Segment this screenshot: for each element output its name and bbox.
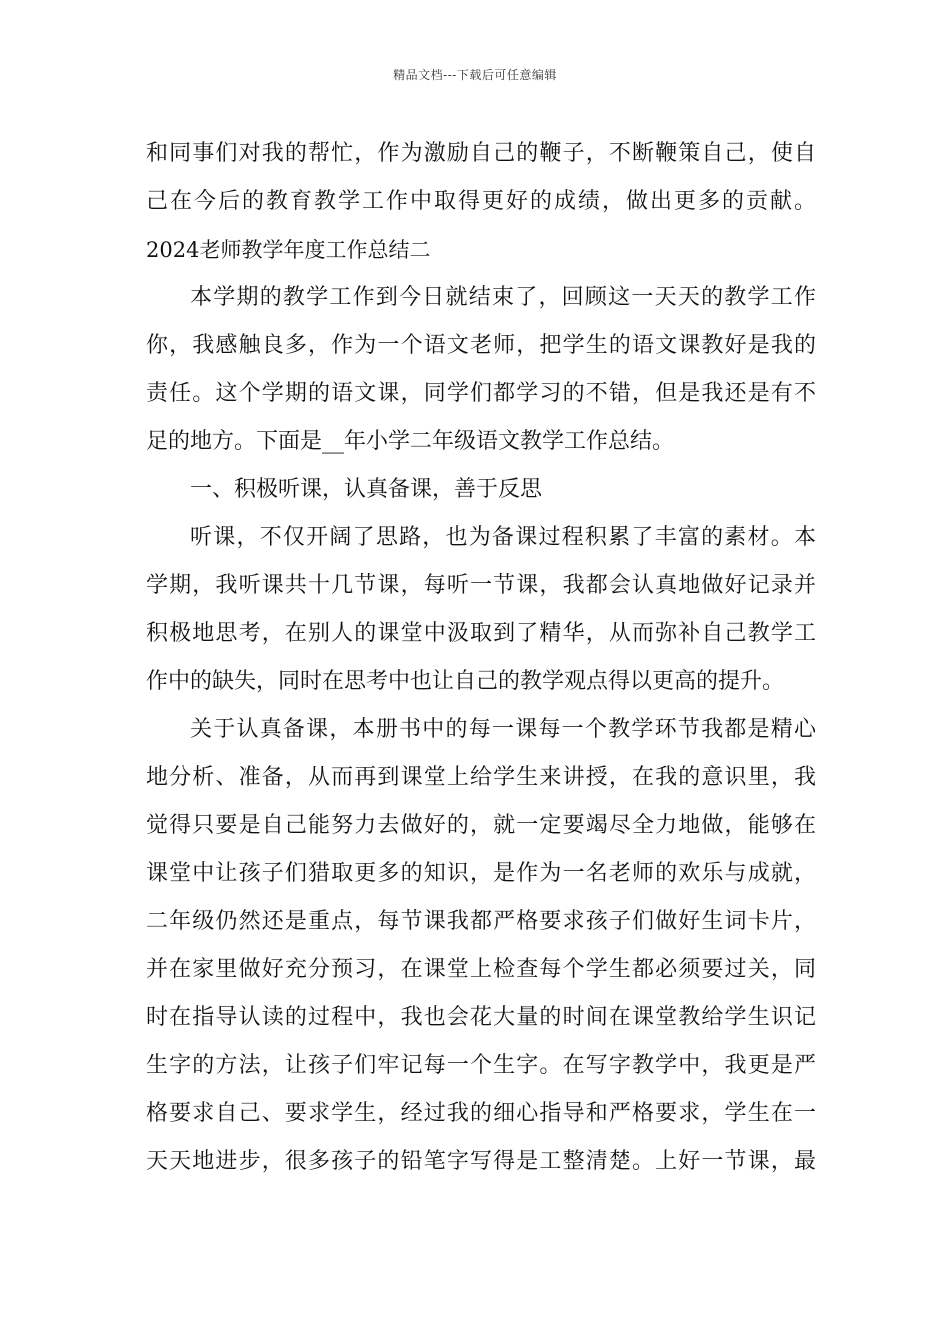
text-line: 责任。这个学期的语文课，同学们都学习的不错，但是我还是有不: [146, 381, 816, 406]
text-line: 本学期的教学工作到今日就结束了，回顾这一天天的教学工作: [190, 285, 816, 310]
text-line: 关于认真备课，本册书中的每一课每一个教学环节我都是精心: [190, 717, 816, 742]
document-body: [146, 130, 816, 1186]
section-title: 2024老师教学年度工作总结二: [146, 238, 431, 262]
text-line: 作中的缺失，同时在思考中也让自己的教学观点得以更高的提升。: [146, 669, 785, 694]
text-line: 课堂中让孩子们猎取更多的知识，是作为一名老师的欢乐与成就，: [146, 861, 816, 886]
text-line: 积极地思考，在别人的课堂中汲取到了精华，从而弥补自己教学工: [146, 621, 816, 646]
text-line: 地分析、准备，从而再到课堂上给学生来讲授，在我的意识里，我: [146, 765, 816, 790]
text-line: 生字的方法，让孩子们牢记每一个生字。在写字教学中，我更是严: [146, 1053, 816, 1078]
text-line: 觉得只要是自己能努力去做好的，就一定要竭尽全力地做，能够在: [146, 813, 816, 838]
text-line: 学期，我听课共十几节课，每听一节课，我都会认真地做好记录并: [146, 573, 816, 598]
text-line: 和同事们对我的帮忙，作为激励自己的鞭子，不断鞭策自己，使自: [146, 141, 816, 166]
text-line: 格要求自己、要求学生，经过我的细心指导和严格要求，学生在一: [146, 1101, 816, 1126]
text-line: 二年级仍然还是重点，每节课我都严格要求孩子们做好生词卡片，: [146, 909, 816, 934]
text-line: 足的地方。下面是__年小学二年级语文教学工作总结。: [146, 429, 675, 454]
text-line: 时在指导认读的过程中，我也会花大量的时间在课堂教给学生识记: [146, 1005, 816, 1030]
text-line: 一、积极听课，认真备课，善于反思: [190, 477, 543, 502]
text-line: 并在家里做好充分预习，在课堂上检查每个学生都必须要过关，同: [146, 957, 816, 982]
page-header: 精品文档---下载后可任意编辑: [393, 68, 557, 82]
text-line: 听课，不仅开阔了思路，也为备课过程积累了丰富的素材。本: [190, 525, 816, 550]
text-line: 天天地进步，很多孩子的铅笔字写得是工整清楚。上好一节课，最: [146, 1149, 816, 1174]
text-line: 你，我感触良多，作为一个语文老师，把学生的语文课教好是我的: [146, 333, 816, 358]
text-line: 己在今后的教育教学工作中取得更好的成绩，做出更多的贡献。: [146, 189, 816, 214]
